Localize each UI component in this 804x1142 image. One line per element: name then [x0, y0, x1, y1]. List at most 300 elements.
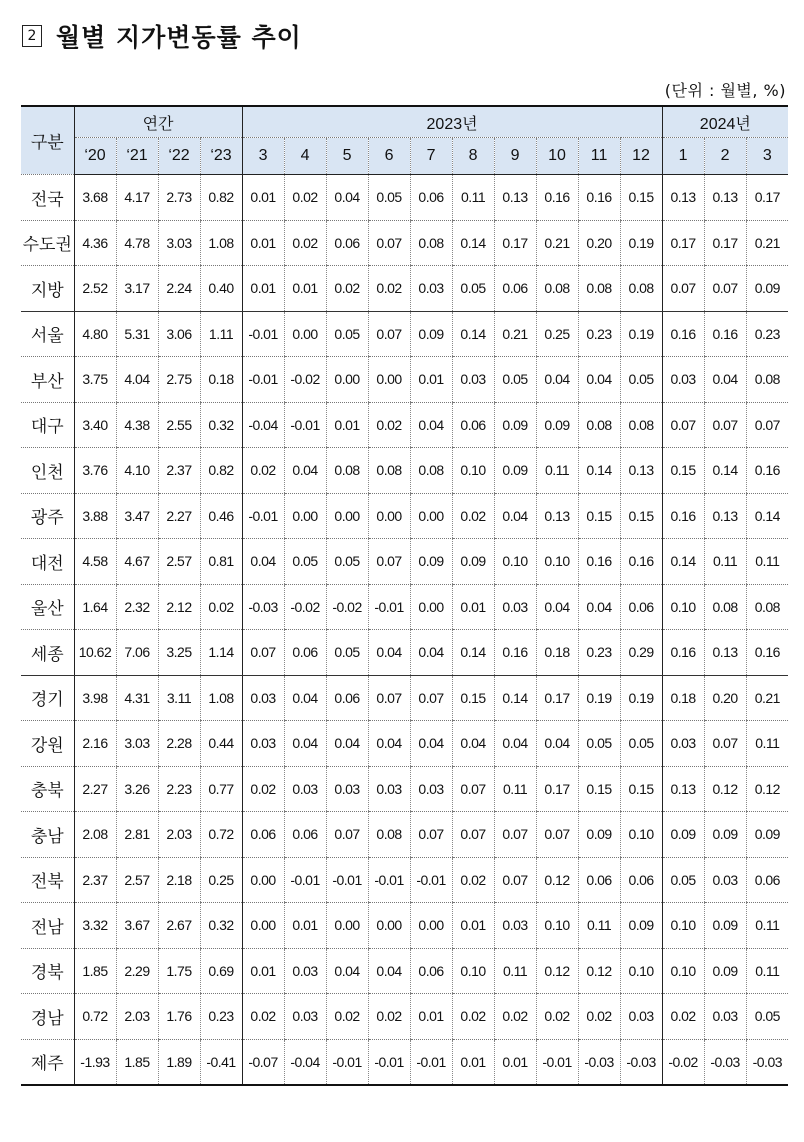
value-cell: 0.21 [746, 220, 788, 266]
value-cell: 0.16 [536, 175, 578, 221]
value-cell: 0.16 [620, 539, 662, 585]
value-cell: 0.16 [578, 175, 620, 221]
region-cell: 경북 [21, 948, 74, 994]
value-cell: -0.03 [242, 584, 284, 630]
value-cell: 1.76 [158, 994, 200, 1040]
value-cell: 0.04 [410, 721, 452, 767]
table-row [21, 766, 788, 812]
value-cell: 0.16 [746, 630, 788, 676]
value-cell: 0.12 [536, 948, 578, 994]
value-cell: 0.00 [410, 584, 452, 630]
value-cell: 0.03 [620, 994, 662, 1040]
value-cell: 2.32 [116, 584, 158, 630]
value-cell: 0.07 [536, 812, 578, 858]
value-cell: 0.05 [746, 994, 788, 1040]
value-cell: 0.06 [326, 220, 368, 266]
value-cell: 0.32 [200, 903, 242, 949]
value-cell: 10.62 [74, 630, 116, 676]
table-row [21, 903, 788, 949]
value-cell: 0.05 [368, 175, 410, 221]
value-cell: 1.14 [200, 630, 242, 676]
value-cell: 2.57 [158, 539, 200, 585]
value-cell: 2.81 [116, 812, 158, 858]
value-cell: 0.04 [284, 675, 326, 721]
value-cell: 0.23 [200, 994, 242, 1040]
value-cell: 0.02 [452, 994, 494, 1040]
value-cell: 0.08 [704, 584, 746, 630]
region-cell: 충남 [21, 812, 74, 858]
value-cell: 0.08 [368, 812, 410, 858]
region-cell: 울산 [21, 584, 74, 630]
table-row [21, 584, 788, 630]
value-cell: 2.03 [116, 994, 158, 1040]
value-cell: 0.25 [536, 311, 578, 357]
value-cell: 0.05 [494, 357, 536, 403]
value-cell: 0.11 [536, 448, 578, 494]
value-cell: -0.07 [242, 1039, 284, 1085]
value-cell: 0.05 [326, 539, 368, 585]
value-cell: 0.14 [452, 630, 494, 676]
value-cell: 0.07 [242, 630, 284, 676]
value-cell: 0.08 [410, 220, 452, 266]
value-cell: 0.04 [284, 448, 326, 494]
value-cell: 0.01 [284, 266, 326, 312]
value-cell: 0.17 [662, 220, 704, 266]
value-cell: 0.09 [704, 903, 746, 949]
value-cell: 0.09 [704, 948, 746, 994]
value-cell: 0.17 [494, 220, 536, 266]
value-cell: -0.01 [410, 1039, 452, 1085]
value-cell: 0.25 [200, 857, 242, 903]
value-cell: 0.13 [662, 175, 704, 221]
value-cell: 1.85 [74, 948, 116, 994]
value-cell: 0.11 [494, 948, 536, 994]
value-cell: 0.03 [452, 357, 494, 403]
value-cell: 0.03 [368, 766, 410, 812]
value-cell: 2.12 [158, 584, 200, 630]
value-cell: 0.17 [704, 220, 746, 266]
value-cell: 0.05 [662, 857, 704, 903]
value-cell: 0.03 [494, 584, 536, 630]
value-cell: -1.93 [74, 1039, 116, 1085]
value-cell: 0.19 [578, 675, 620, 721]
value-cell: 3.06 [158, 311, 200, 357]
value-cell: 0.06 [284, 812, 326, 858]
value-cell: 0.18 [662, 675, 704, 721]
value-cell: 0.02 [662, 994, 704, 1040]
value-cell: 0.09 [620, 903, 662, 949]
value-cell: 0.72 [200, 812, 242, 858]
section-title [22, 20, 302, 52]
region-cell: 전남 [21, 903, 74, 949]
value-cell: 0.13 [704, 175, 746, 221]
value-cell: 2.57 [116, 857, 158, 903]
value-cell: 0.01 [494, 1039, 536, 1085]
value-cell: 0.16 [662, 311, 704, 357]
value-cell: 0.16 [662, 630, 704, 676]
value-cell: 0.12 [578, 948, 620, 994]
value-cell: 0.15 [578, 766, 620, 812]
column-header: 7 [410, 138, 452, 175]
value-cell: 0.07 [494, 812, 536, 858]
value-cell: 4.36 [74, 220, 116, 266]
value-cell: 0.10 [494, 539, 536, 585]
region-cell: 경기 [21, 675, 74, 721]
value-cell: 0.15 [452, 675, 494, 721]
value-cell: 0.01 [242, 220, 284, 266]
value-cell: 0.17 [536, 675, 578, 721]
value-cell: 0.29 [620, 630, 662, 676]
value-cell: 0.00 [326, 903, 368, 949]
value-cell: 0.19 [620, 311, 662, 357]
table-row [21, 539, 788, 585]
value-cell: 0.07 [368, 311, 410, 357]
value-cell: 0.02 [326, 994, 368, 1040]
value-cell: 0.11 [746, 721, 788, 767]
group-header-row [21, 106, 788, 138]
value-cell: 3.03 [116, 721, 158, 767]
value-cell: 0.04 [704, 357, 746, 403]
value-cell: 0.04 [326, 948, 368, 994]
table-row [21, 994, 788, 1040]
table-body [21, 175, 788, 1086]
value-cell: 0.06 [620, 857, 662, 903]
value-cell: 0.00 [368, 493, 410, 539]
value-cell: 0.10 [452, 948, 494, 994]
value-cell: 0.81 [200, 539, 242, 585]
value-cell: 0.11 [452, 175, 494, 221]
value-cell: 0.14 [578, 448, 620, 494]
value-cell: -0.02 [284, 584, 326, 630]
value-cell: 2.24 [158, 266, 200, 312]
value-cell: -0.04 [242, 402, 284, 448]
value-cell: 2.52 [74, 266, 116, 312]
region-cell: 강원 [21, 721, 74, 767]
value-cell: 0.02 [368, 994, 410, 1040]
value-cell: 4.04 [116, 357, 158, 403]
value-cell: 0.19 [620, 220, 662, 266]
value-cell: 0.04 [368, 630, 410, 676]
value-cell: 0.03 [704, 857, 746, 903]
value-cell: 4.58 [74, 539, 116, 585]
value-cell: 0.04 [494, 721, 536, 767]
value-cell: 0.07 [326, 812, 368, 858]
value-cell: 0.14 [746, 493, 788, 539]
value-cell: 0.07 [746, 402, 788, 448]
value-cell: 3.25 [158, 630, 200, 676]
value-cell: -0.01 [536, 1039, 578, 1085]
value-cell: 0.06 [326, 675, 368, 721]
value-cell: 3.47 [116, 493, 158, 539]
column-header: 12 [620, 138, 662, 175]
table-row [21, 175, 788, 221]
value-cell: 0.15 [662, 448, 704, 494]
value-cell: 0.72 [74, 994, 116, 1040]
value-cell: 0.03 [662, 721, 704, 767]
value-cell: 0.04 [326, 175, 368, 221]
value-cell: 0.14 [662, 539, 704, 585]
value-cell: -0.02 [662, 1039, 704, 1085]
table-row [21, 948, 788, 994]
table-row [21, 812, 788, 858]
group-header: 2023년 [242, 106, 662, 138]
value-cell: 0.01 [242, 266, 284, 312]
value-cell: -0.02 [326, 584, 368, 630]
value-cell: 0.02 [368, 402, 410, 448]
column-header: 3 [242, 138, 284, 175]
value-cell: 0.00 [326, 357, 368, 403]
table-row [21, 448, 788, 494]
value-cell: 0.12 [704, 766, 746, 812]
value-cell: 0.11 [578, 903, 620, 949]
value-cell: 2.27 [74, 766, 116, 812]
value-cell: 0.08 [578, 266, 620, 312]
region-cell: 경남 [21, 994, 74, 1040]
value-cell: 0.07 [410, 812, 452, 858]
value-cell: 0.02 [452, 857, 494, 903]
value-cell: 0.00 [242, 857, 284, 903]
value-cell: 0.04 [536, 721, 578, 767]
value-cell: -0.01 [410, 857, 452, 903]
value-cell: 0.12 [536, 857, 578, 903]
value-cell: 0.46 [200, 493, 242, 539]
value-cell: 0.03 [284, 766, 326, 812]
value-cell: 0.03 [704, 994, 746, 1040]
value-cell: 0.02 [494, 994, 536, 1040]
value-cell: 4.38 [116, 402, 158, 448]
value-cell: 0.17 [536, 766, 578, 812]
value-cell: 2.18 [158, 857, 200, 903]
value-cell: 0.07 [452, 812, 494, 858]
column-header: ‘20 [74, 138, 116, 175]
value-cell: 0.05 [284, 539, 326, 585]
value-cell: 0.04 [578, 357, 620, 403]
value-cell: 0.10 [662, 584, 704, 630]
value-cell: 0.69 [200, 948, 242, 994]
value-cell: 0.02 [452, 493, 494, 539]
value-cell: -0.03 [578, 1039, 620, 1085]
value-cell: 3.32 [74, 903, 116, 949]
value-cell: 0.09 [662, 812, 704, 858]
value-cell: 0.04 [410, 630, 452, 676]
region-cell: 부산 [21, 357, 74, 403]
value-cell: 0.01 [452, 903, 494, 949]
value-cell: 0.12 [746, 766, 788, 812]
value-cell: 0.11 [494, 766, 536, 812]
value-cell: 0.00 [284, 311, 326, 357]
region-cell: 제주 [21, 1039, 74, 1085]
table-row [21, 220, 788, 266]
value-cell: -0.02 [284, 357, 326, 403]
value-cell: 0.03 [494, 903, 536, 949]
row-header-cell: 구분 [21, 106, 74, 175]
value-cell: 0.05 [578, 721, 620, 767]
value-cell: 0.08 [620, 402, 662, 448]
value-cell: 0.13 [704, 630, 746, 676]
value-cell: 0.09 [704, 812, 746, 858]
value-cell: 0.21 [746, 675, 788, 721]
value-cell: -0.01 [284, 857, 326, 903]
value-cell: 1.64 [74, 584, 116, 630]
value-cell: 0.14 [494, 675, 536, 721]
value-cell: 0.01 [284, 903, 326, 949]
value-cell: 0.02 [536, 994, 578, 1040]
column-header: 6 [368, 138, 410, 175]
column-header: 1 [662, 138, 704, 175]
value-cell: 0.08 [368, 448, 410, 494]
value-cell: 0.06 [410, 175, 452, 221]
value-cell: 2.08 [74, 812, 116, 858]
value-cell: 3.75 [74, 357, 116, 403]
value-cell: -0.01 [242, 493, 284, 539]
value-cell: 3.68 [74, 175, 116, 221]
value-cell: 0.03 [284, 948, 326, 994]
value-cell: 0.00 [242, 903, 284, 949]
value-cell: 0.82 [200, 448, 242, 494]
value-cell: 0.07 [368, 539, 410, 585]
value-cell: 0.17 [746, 175, 788, 221]
value-cell: 2.37 [74, 857, 116, 903]
value-cell: 0.08 [410, 448, 452, 494]
value-cell: -0.01 [242, 357, 284, 403]
value-cell: 2.29 [116, 948, 158, 994]
value-cell: 3.26 [116, 766, 158, 812]
value-cell: 1.85 [116, 1039, 158, 1085]
value-cell: 0.02 [284, 175, 326, 221]
value-cell: 1.75 [158, 948, 200, 994]
value-cell: 2.03 [158, 812, 200, 858]
value-cell: 2.16 [74, 721, 116, 767]
column-header: 2 [704, 138, 746, 175]
region-cell: 세종 [21, 630, 74, 676]
unit-note: (단위 : 월별, %) [664, 81, 786, 100]
value-cell: 0.09 [494, 448, 536, 494]
value-cell: 0.40 [200, 266, 242, 312]
table-row [21, 1039, 788, 1085]
value-cell: 0.09 [410, 539, 452, 585]
table-row [21, 402, 788, 448]
value-cell: 0.15 [578, 493, 620, 539]
value-cell: 0.15 [620, 493, 662, 539]
region-cell: 전국 [21, 175, 74, 221]
column-header: 4 [284, 138, 326, 175]
value-cell: 0.32 [200, 402, 242, 448]
value-cell: 0.05 [452, 266, 494, 312]
value-cell: 4.17 [116, 175, 158, 221]
title-text: 월별 지가변동률 추이 [56, 23, 302, 52]
value-cell: 0.18 [536, 630, 578, 676]
value-cell: 3.40 [74, 402, 116, 448]
value-cell: 0.09 [410, 311, 452, 357]
value-cell: 0.14 [704, 448, 746, 494]
region-cell: 전북 [21, 857, 74, 903]
table-row [21, 721, 788, 767]
value-cell: -0.03 [704, 1039, 746, 1085]
value-cell: 0.13 [662, 766, 704, 812]
column-header: 11 [578, 138, 620, 175]
value-cell: 0.16 [494, 630, 536, 676]
region-cell: 서울 [21, 311, 74, 357]
value-cell: 0.06 [620, 584, 662, 630]
value-cell: 3.88 [74, 493, 116, 539]
value-cell: 0.04 [284, 721, 326, 767]
value-cell: 0.15 [620, 175, 662, 221]
value-cell: 4.78 [116, 220, 158, 266]
value-cell: 0.07 [662, 402, 704, 448]
column-header: ‘23 [200, 138, 242, 175]
value-cell: 0.03 [410, 266, 452, 312]
column-header: 3 [746, 138, 788, 175]
table-row [21, 266, 788, 312]
value-cell: 0.20 [704, 675, 746, 721]
value-cell: 0.04 [536, 584, 578, 630]
value-cell: 3.98 [74, 675, 116, 721]
value-cell: 4.31 [116, 675, 158, 721]
value-cell: 3.11 [158, 675, 200, 721]
value-cell: 0.01 [242, 948, 284, 994]
value-cell: 0.01 [326, 402, 368, 448]
land-price-table [21, 105, 788, 1086]
value-cell: 0.10 [662, 903, 704, 949]
value-cell: 0.02 [368, 266, 410, 312]
value-cell: 0.01 [452, 1039, 494, 1085]
value-cell: 0.04 [410, 402, 452, 448]
value-cell: 0.03 [242, 675, 284, 721]
value-cell: 0.16 [746, 448, 788, 494]
value-cell: 0.08 [536, 266, 578, 312]
value-cell: 0.07 [410, 675, 452, 721]
value-cell: 0.11 [704, 539, 746, 585]
value-cell: 0.10 [620, 812, 662, 858]
value-cell: 0.04 [536, 357, 578, 403]
value-cell: 2.67 [158, 903, 200, 949]
group-header: 2024년 [662, 106, 788, 138]
value-cell: 0.02 [578, 994, 620, 1040]
value-cell: 0.09 [578, 812, 620, 858]
value-cell: 2.23 [158, 766, 200, 812]
value-cell: 4.10 [116, 448, 158, 494]
value-cell: 0.23 [578, 630, 620, 676]
value-cell: 7.06 [116, 630, 158, 676]
table-row [21, 630, 788, 676]
value-cell: 0.01 [452, 584, 494, 630]
value-cell: 0.02 [242, 994, 284, 1040]
value-cell: 0.01 [242, 175, 284, 221]
value-cell: 0.03 [410, 766, 452, 812]
value-cell: 2.55 [158, 402, 200, 448]
value-cell: 0.03 [242, 721, 284, 767]
value-cell: 0.06 [284, 630, 326, 676]
value-cell: 0.13 [704, 493, 746, 539]
value-cell: 0.19 [620, 675, 662, 721]
value-cell: 0.08 [326, 448, 368, 494]
section-number-box: 2 [22, 25, 42, 47]
value-cell: 0.13 [620, 448, 662, 494]
value-cell: 0.03 [284, 994, 326, 1040]
value-cell: 0.05 [620, 357, 662, 403]
value-cell: 1.11 [200, 311, 242, 357]
value-cell: 0.44 [200, 721, 242, 767]
value-cell: 0.11 [746, 948, 788, 994]
value-cell: 0.07 [704, 266, 746, 312]
value-cell: 0.03 [326, 766, 368, 812]
value-cell: 1.89 [158, 1039, 200, 1085]
value-cell: 0.02 [242, 448, 284, 494]
value-cell: 2.27 [158, 493, 200, 539]
value-cell: 0.09 [494, 402, 536, 448]
value-cell: 0.07 [704, 402, 746, 448]
value-cell: 0.14 [452, 311, 494, 357]
